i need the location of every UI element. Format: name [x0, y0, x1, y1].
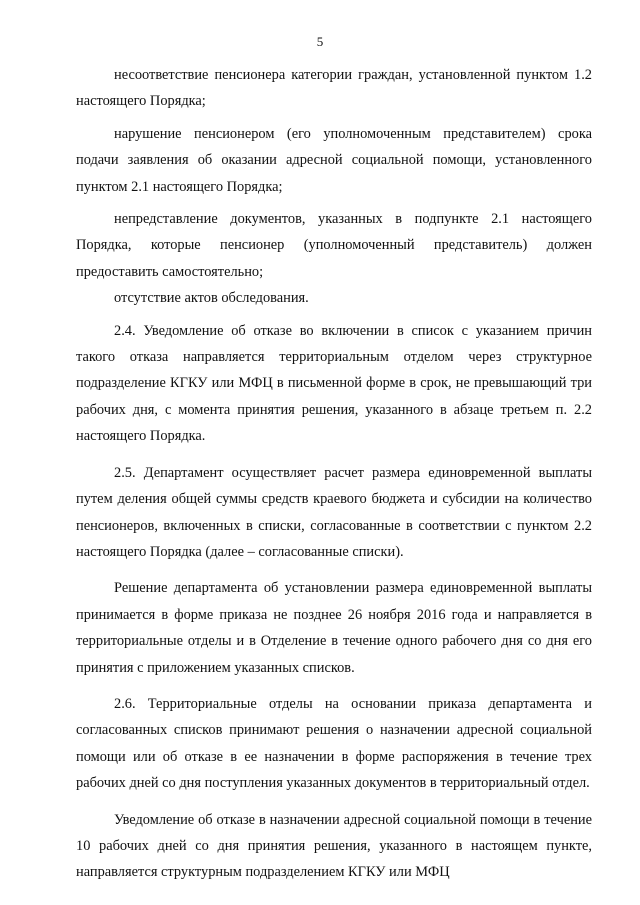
- paragraph-refusal-notice: Уведомление об отказе в назначении адресной социальной помощи в течение 10 рабочих дней со дня принятия решения, указанного в настоящем пункте, направляется структурным подразделением КГКУ или МФЦ: [76, 811, 592, 881]
- paragraph-missing-documents: непредставление документов, указанных в подпункте 2.1 настоящего Порядка, которые пенсионер (уполномоченный представитель) должен предоставить самостоятельно;: [76, 211, 592, 280]
- paragraph-2-5: 2.5. Департамент осуществляет расчет размера единовременной выплаты путем деления общей суммы средств краевого бюджета и субсидии на количество пенсионеров, включенных в списки, согласованные в соответствии с пунктом 2.2 настоящего Порядка (далее – согласованные списки).: [76, 464, 592, 560]
- paragraph-no-inspection-acts: отсутствие актов обследования.: [114, 290, 309, 307]
- page-number: 5: [316, 34, 324, 49]
- paragraph-deadline-violation: нарушение пенсионером (его уполномоченным представителем) срока подачи заявления об оказании адресной социальной помощи, установленного пунктом 2.1 настоящего Порядка;: [76, 125, 592, 195]
- paragraph-2-4: 2.4. Уведомление об отказе во включении в список с указанием причин такого отказа направляется территориальным отделом через структурное подразделение КГКУ или МФЦ в письменной форме в срок, не превышающий три рабочих дня, с момента принятия решения, указанного в абзаце третьем п. 2.2 настоящего Порядка.: [76, 322, 592, 445]
- paragraph-department-decision: Решение департамента об установлении размера единовременной выплаты принимается в форме приказа не позднее 26 ноября 2016 года и направляется в территориальные отделы и в Отделение в течение одного рабочего дня со дня его принятия с приложением указанных списков.: [76, 580, 592, 676]
- document-body: [76, 62, 592, 886]
- paragraph-2-6: 2.6. Территориальные отделы на основании приказа департамента и согласованных списков принимают решения о назначении адресной социальной помощи или об отказе в ее назначении в форме распоряжения в течение трех рабочих дней со дня поступления указанных документов в территориальный отдел.: [76, 695, 592, 792]
- paragraph-criteria-mismatch: несоответствие пенсионера категории граждан, установленной пунктом 1.2 настоящего Порядка;: [76, 67, 592, 110]
